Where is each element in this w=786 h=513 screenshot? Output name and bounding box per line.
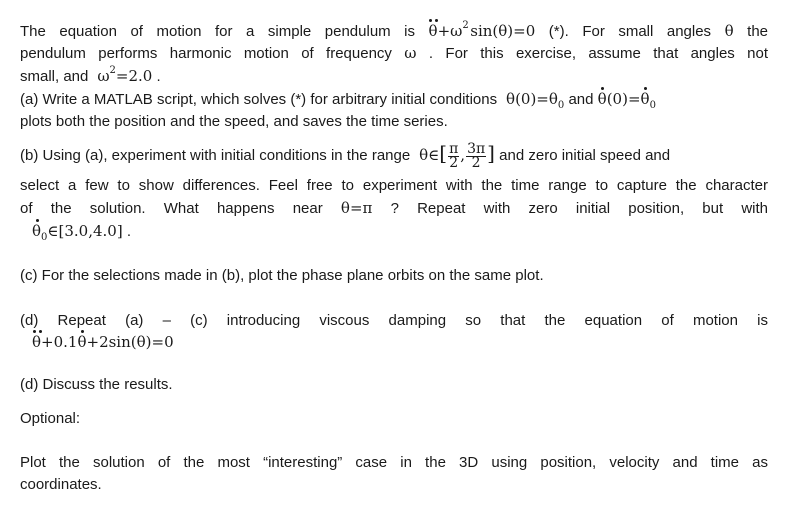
part-b-line-3: [20, 197, 768, 220]
part-b-line-1: [20, 142, 670, 170]
angle-range: θ∈[ $\frac{\pi}{2}$ , $\frac{3\pi}{2}$ ]: [414, 140, 495, 171]
final-line-1: Plot the solution of the most “interesting” case in the 3D using position, velocity and time as: [20, 454, 768, 471]
intro-line-1: [20, 20, 768, 43]
part-d-discuss: (d) Discuss the results.: [20, 376, 173, 393]
part-b-text-3a: of the solution. What happens near: [20, 200, 323, 217]
theta-equals-pi: θ=π: [340, 199, 373, 217]
part-b-end: and zero initial speed and: [499, 147, 671, 164]
part-b-text: (b) Using (a), experiment with initial conditions in the range: [20, 147, 411, 164]
part-c: (c) For the selections made in (b), plot the phase plane orbits on the same plot.: [20, 267, 544, 284]
initial-speed-range: $\theta_0\in[3.0,4.0]$: [32, 222, 123, 243]
part-a-line-1: [20, 88, 656, 111]
part-a-line-2: plots both the position and the speed, and saves the time series.: [20, 113, 448, 130]
omega-squared-equation: $\omega^2=2.0$: [92, 65, 153, 85]
intro-text-3b: .: [156, 68, 161, 85]
damped-equation: θ+0.1θ+2sin(θ)=0: [32, 333, 174, 351]
intro-text-3a: small, and: [20, 68, 89, 85]
intro-text-2a: pendulum performs harmonic motion of frequency: [20, 45, 392, 62]
intro-line-3: [20, 65, 161, 88]
initial-position-condition: $\theta(0)=\theta_0$: [501, 90, 565, 111]
intro-text-2b: . For this exercise, assume that angles not: [428, 45, 768, 62]
initial-speed-condition: $\theta(0)=\theta_0$: [597, 90, 656, 111]
optional-heading: Optional:: [20, 410, 81, 427]
part-a-text: (a) Write a MATLAB script, which solves (*) for arbitrary initial conditions: [20, 91, 498, 108]
intro-line-2: [20, 42, 768, 65]
omega-symbol: ω: [404, 44, 417, 62]
part-b-line-2: select a few to show differences. Feel free to experiment with the time range to capture the character: [20, 177, 768, 194]
part-b-text-3b: ? Repeat with zero initial position, but with: [390, 200, 768, 217]
part-d-line-1: (d) Repeat (a) – (c) introducing viscous damping so that the equation of motion is: [20, 312, 768, 329]
pendulum-equation: $\theta+\omega^2$ sin(θ)=0: [428, 20, 536, 40]
intro-text-1b: (*). For small angles: [548, 23, 712, 40]
part-d-line-2: [32, 331, 174, 354]
part-a-and: and: [568, 91, 594, 108]
intro-text-1c: the: [747, 23, 769, 40]
part-b-line-4: [32, 220, 131, 243]
theta-symbol: θ: [724, 22, 734, 40]
part-b-line-4-end: .: [126, 223, 132, 240]
final-line-2: coordinates.: [20, 476, 102, 493]
intro-text-1a: The equation of motion for a simple pendulum is: [20, 23, 416, 40]
